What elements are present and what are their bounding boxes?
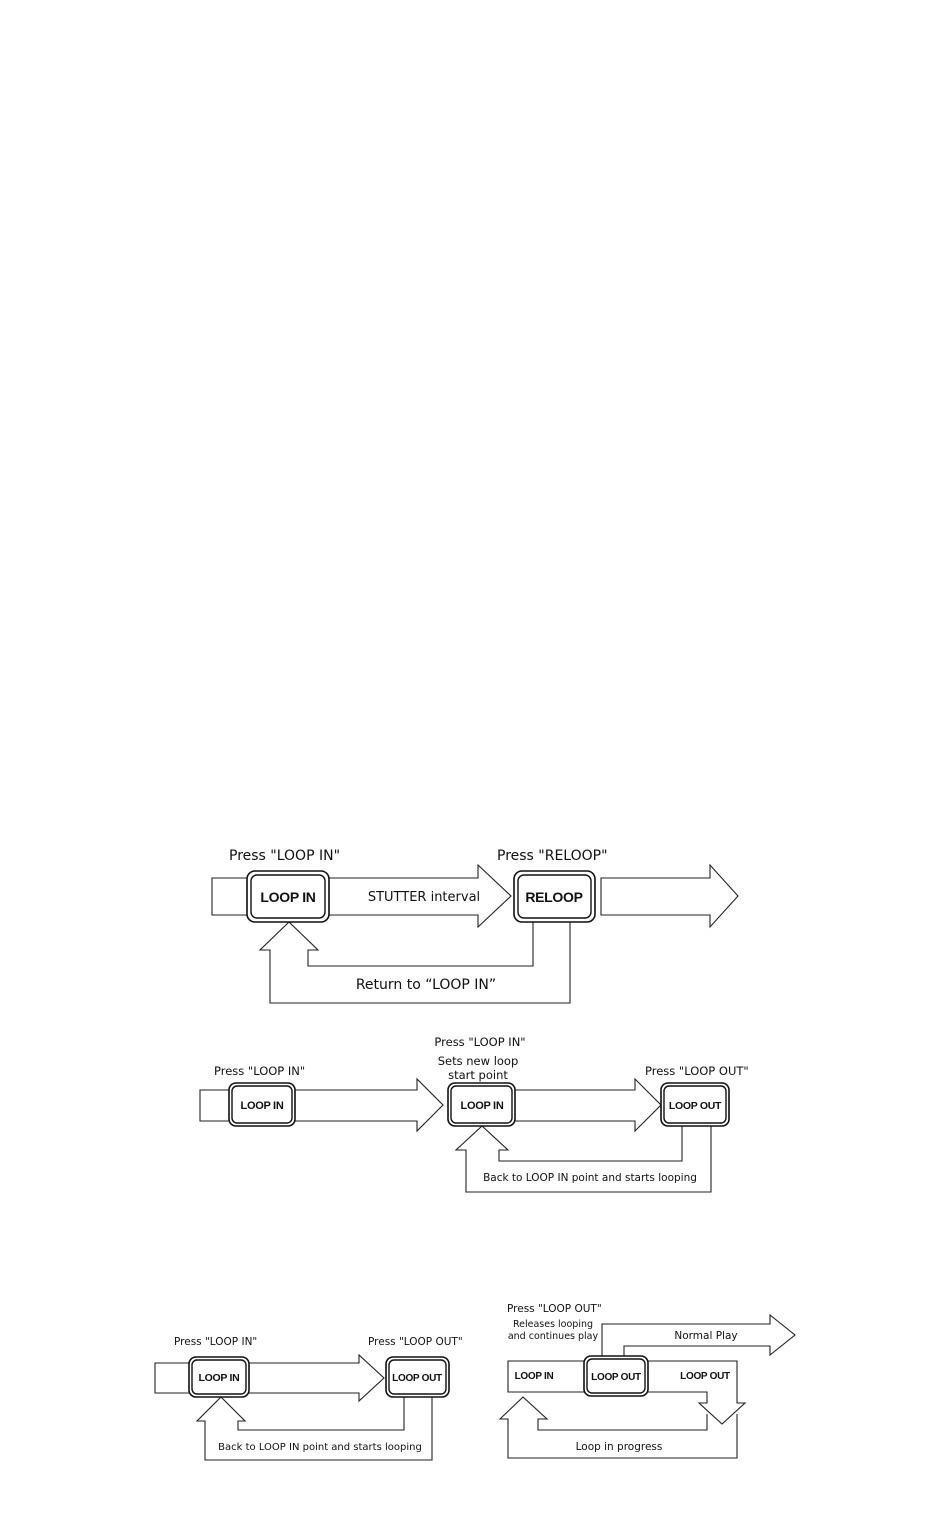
arrow-2 xyxy=(513,1079,661,1131)
press-reloop-caption: Press "RELOOP" xyxy=(497,848,608,864)
press-loop-in-caption: Press "LOOP IN" xyxy=(174,1336,258,1348)
loop-out-button-label: LOOP OUT xyxy=(392,1373,442,1384)
output-arrow xyxy=(601,865,738,927)
normal-play-label: Normal Play xyxy=(674,1330,738,1342)
sets-new-loop-line1: Sets new loop xyxy=(437,1054,519,1068)
loop-in-button-1[interactable] xyxy=(229,1083,295,1126)
diagram-new-loop-start xyxy=(200,1035,749,1192)
loop-out-button[interactable] xyxy=(584,1356,648,1396)
stutter-interval-label: STUTTER interval xyxy=(367,890,481,905)
loop-in-button-label: LOOP IN xyxy=(260,889,316,905)
loop-in-label: LOOP IN xyxy=(514,1371,554,1382)
loop-in-button[interactable] xyxy=(189,1357,249,1397)
press-loop-in-caption: Press "LOOP IN" xyxy=(214,1064,306,1078)
return-label: Return to “LOOP IN” xyxy=(355,977,497,993)
loop-in-button-2-label: LOOP IN xyxy=(460,1100,504,1112)
diagram-set-loop xyxy=(155,1336,463,1460)
press-loop-in-caption-2: Press "LOOP IN" xyxy=(434,1035,526,1049)
loop-in-button-1-label: LOOP IN xyxy=(240,1100,284,1112)
loop-out-label: LOOP OUT xyxy=(680,1371,730,1382)
loop-in-button[interactable] xyxy=(247,871,329,922)
diagram-release-loop xyxy=(500,1303,795,1458)
loop-out-button[interactable] xyxy=(661,1083,729,1126)
press-loop-out-caption: Press "LOOP OUT" xyxy=(368,1336,463,1348)
loop-out-button[interactable] xyxy=(386,1357,449,1397)
loop-in-button-2[interactable] xyxy=(448,1083,515,1126)
loop-in-progress-label: Loop in progress xyxy=(575,1441,663,1453)
press-loop-out-caption: Press "LOOP OUT" xyxy=(645,1064,749,1078)
sets-new-loop-line2: start point xyxy=(448,1068,508,1082)
back-label: Back to LOOP IN point and starts looping xyxy=(483,1172,697,1184)
loop-out-button-label: LOOP OUT xyxy=(668,1100,722,1112)
reloop-button-label: RELOOP xyxy=(525,889,583,905)
press-loop-out-caption: Press "LOOP OUT" xyxy=(507,1303,602,1315)
reloop-button[interactable] xyxy=(514,871,595,922)
press-loop-in-caption: Press "LOOP IN" xyxy=(229,848,341,864)
back-label: Back to LOOP IN point and starts looping xyxy=(218,1442,422,1453)
diagram-stutter-reloop xyxy=(212,848,738,1003)
loop-in-button-label: LOOP IN xyxy=(198,1372,240,1384)
releases-line1: Releases looping xyxy=(512,1319,594,1330)
loop-out-button-label: LOOP OUT xyxy=(591,1372,641,1383)
releases-line2: and continues play xyxy=(507,1331,599,1342)
